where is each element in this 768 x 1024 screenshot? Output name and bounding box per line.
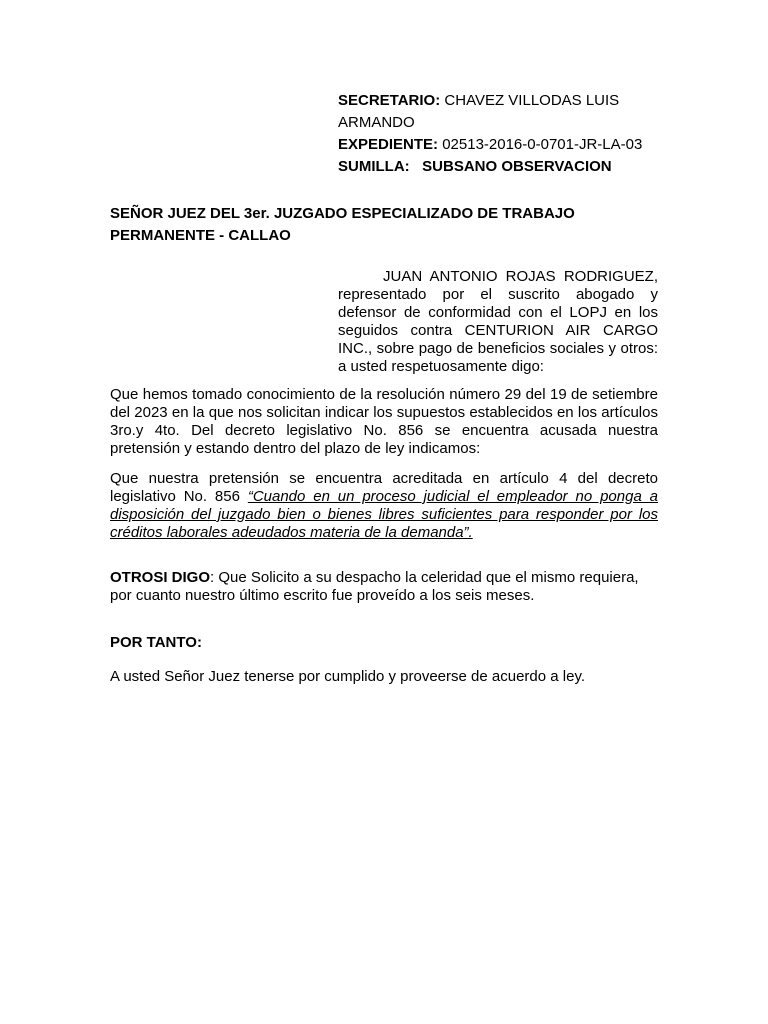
intro-paragraph: JUAN ANTONIO ROJAS RODRIGUEZ, representado por el suscrito abogado y defensor de conformidad con el LOPJ en los seguidos contra CENTURION AIR CARGO INC., sobre pago de beneficios sociales y otros: a usted respetuosamente digo: <box>338 268 658 375</box>
legal-quote: “Cuando en un proceso judicial el empleador no ponga a disposición del juzgado bien o bienes libres suficientes para responder por los créditos laborales adeudados materia de la demanda”. <box>110 488 658 541</box>
expediente-label: EXPEDIENTE: <box>338 136 439 153</box>
addressee <box>110 203 670 247</box>
secretario-value: CHAVEZ VILLODAS LUIS <box>444 92 620 109</box>
secretario-value-continued: ARMANDO <box>338 114 415 131</box>
expediente-value: 02513-2016-0-0701-JR-LA-03 <box>442 136 643 153</box>
expediente-row <box>338 134 668 156</box>
body-paragraph-2 <box>110 470 658 542</box>
por-tanto-heading: POR TANTO: <box>110 634 202 651</box>
closing-paragraph: A usted Señor Juez tenerse por cumplido y proveerse de acuerdo a ley. <box>110 668 585 685</box>
secretario-row <box>338 90 668 112</box>
body-paragraph-1: Que hemos tomado conocimiento de la resolución número 29 del 19 de setiembre del 2023 en la que nos solicitan indicar los supuestos establecidos en los artículos 3ro.y 4to. Del decreto legislativo No. 856 se encuentra acusada nuestra pretensión y estando dentro del plazo de ley indicamos: <box>110 386 658 457</box>
otrosi-text: : Que Solicito a su despacho la celeridad que el mismo requiera, por cuanto nuestro último escrito fue proveído a los seis meses. <box>110 569 639 604</box>
addressee-line2: PERMANENTE - CALLAO <box>110 227 291 244</box>
sumilla-value: SUBSANO OBSERVACION <box>422 158 612 175</box>
sumilla-label: SUMILLA: <box>338 158 410 175</box>
case-header <box>338 90 668 178</box>
otrosi-label: OTROSI DIGO <box>110 569 211 586</box>
addressee-line1: SEÑOR JUEZ DEL 3er. JUZGADO ESPECIALIZADO DE TRABAJO <box>110 205 575 222</box>
paragraph2-lead: Que nuestra pretensión se encuentra acreditada en artículo 4 del decreto legislativo No. 856 <box>110 470 658 505</box>
sumilla-row <box>338 156 668 178</box>
otrosi-paragraph <box>110 569 658 605</box>
secretario-label: SECRETARIO: <box>338 92 441 109</box>
